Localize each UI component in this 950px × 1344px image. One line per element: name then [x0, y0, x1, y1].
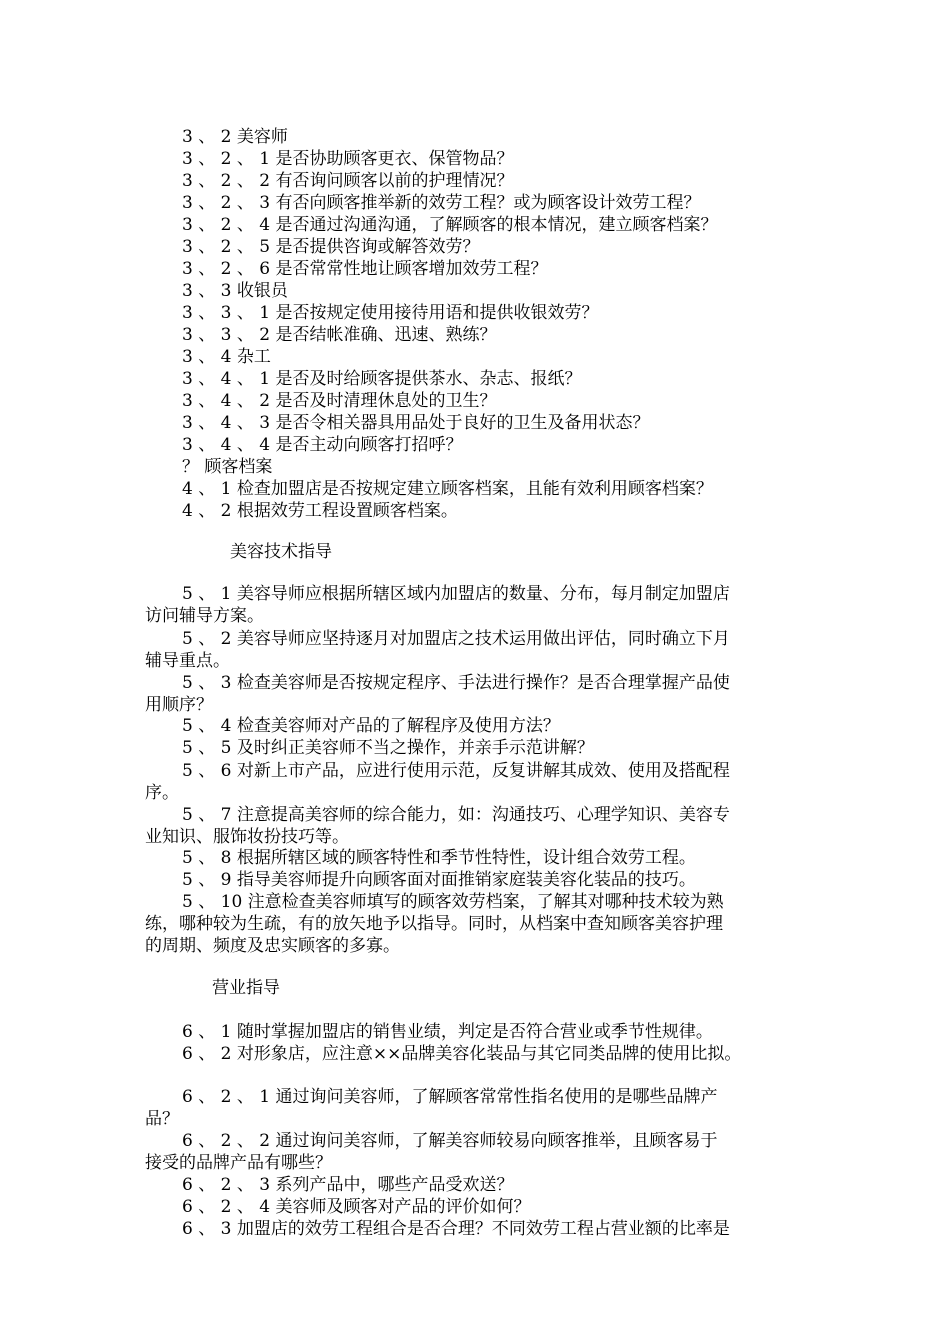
- item-3-4-2: 3 、 4 、 2 是否及时清理休息处的卫生？: [182, 391, 497, 411]
- item-5-6-cont: 序。: [145, 783, 179, 803]
- item-3-3-2: 3 、 3 、 2 是否结帐准确、迅速、熟练？: [182, 325, 497, 345]
- item-6-1: 6 、 1 随时掌握加盟店的销售业绩，判定是否符合营业或季节性规律。: [182, 1022, 713, 1042]
- item-5-6: 5 、 6 对新上市产品，应进行使用示范，反复讲解其成效、使用及搭配程: [182, 761, 730, 781]
- item-6-2: 6 、 2 对形象店，应注意××品牌美容化装品与其它同类品牌的使用比拟。: [182, 1044, 742, 1064]
- item-5-9: 5 、 9 指导美容师提升向顾客面对面推销家庭装美容化装品的技巧。: [182, 870, 696, 890]
- item-3-3-1: 3 、 3 、 1 是否按规定使用接待用语和提供收银效劳？: [182, 303, 599, 323]
- item-3-4: 3 、 4 杂工: [182, 347, 271, 367]
- item-5-1: 5 、 1 美容导师应根据所辖区域内加盟店的数量、分布，每月制定加盟店: [182, 584, 730, 604]
- item-6-2-3: 6 、 2 、 3 系列产品中，哪些产品受欢送？: [182, 1175, 514, 1195]
- item-5-7-cont: 业知识、服饰妆扮技巧等。: [145, 827, 349, 847]
- item-5-10-cont-1: 练，哪种较为生疏，有的放矢地予以指导。同时，从档案中查知顾客美容护理: [145, 914, 723, 934]
- item-5-10: 5 、 10 注意检查美容师填写的顾客效劳档案，了解其对哪种技术较为熟: [182, 892, 724, 912]
- item-6-2-2: 6 、 2 、 2 通过询问美容师，了解美容师较易向顾客推举，且顾客易于: [182, 1131, 718, 1151]
- item-5-3: 5 、 3 检查美容师是否按规定程序、手法进行操作？是否合理掌握产品使: [182, 673, 730, 693]
- item-4-1: 4 、 1 检查加盟店是否按规定建立顾客档案，且能有效利用顾客档案？: [182, 479, 713, 499]
- item-6-2-1-cont: 品？: [145, 1109, 179, 1129]
- item-3-4-4: 3 、 4 、 4 是否主动向顾客打招呼？: [182, 435, 463, 455]
- item-3-4-1: 3 、 4 、 1 是否及时给顾客提供茶水、杂志、报纸？: [182, 369, 582, 389]
- item-3-4-3: 3 、 4 、 3 是否令相关器具用品处于良好的卫生及备用状态？: [182, 413, 650, 433]
- item-6-3: 6 、 3 加盟店的效劳工程组合是否合理？不同效劳工程占营业额的比率是: [182, 1219, 730, 1239]
- item-5-4: 5 、 4 检查美容师对产品的了解程序及使用方法？: [182, 716, 560, 736]
- item-5-3-cont: 用顺序？: [145, 695, 213, 715]
- item-5-8: 5 、 8 根据所辖区域的顾客特性和季节性特性，设计组合效劳工程。: [182, 848, 696, 868]
- item-5-10-cont-2: 的周期、频度及忠实顾客的多寡。: [145, 936, 400, 956]
- item-3-2-3: 3 、 2 、 3 有否向顾客推举新的效劳工程？或为顾客设计效劳工程？: [182, 193, 701, 213]
- item-6-2-4: 6 、 2 、 4 美容师及顾客对产品的评价如何？: [182, 1197, 531, 1217]
- item-5-1-cont: 访问辅导方案。: [145, 606, 264, 626]
- item-3-2-6: 3 、 2 、 6 是否常常性地让顾客增加效劳工程？: [182, 259, 548, 279]
- section-heading-beauty-technique: 美容技术指导: [230, 542, 332, 562]
- item-6-2-1: 6 、 2 、 1 通过询问美容师，了解顾客常常性指名使用的是哪些品牌产: [182, 1087, 718, 1107]
- item-6-2-2-cont: 接受的品牌产品有哪些？: [145, 1153, 332, 1173]
- item-5-2-cont: 辅导重点。: [145, 651, 230, 671]
- item-5-7: 5 、 7 注意提高美容师的综合能力，如：沟通技巧、心理学知识、美容专: [182, 805, 730, 825]
- item-5-2: 5 、 2 美容导师应坚持逐月对加盟店之技术运用做出评估，同时确立下月: [182, 629, 730, 649]
- section-heading-sales-guidance: 营业指导: [212, 978, 280, 998]
- item-3-2-4: 3 、 2 、 4 是否通过沟通沟通，了解顾客的根本情况，建立顾客档案？: [182, 215, 718, 235]
- item-3-3: 3 、 3 收银员: [182, 281, 288, 301]
- item-3-2: 3 、 2 美容师: [182, 127, 288, 147]
- item-3-2-2: 3 、 2 、 2 有否询问顾客以前的护理情况？: [182, 171, 514, 191]
- item-3-2-1: 3 、 2 、 1 是否协助顾客更衣、保管物品？: [182, 149, 514, 169]
- item-3-2-5: 3 、 2 、 5 是否提供咨询或解答效劳？: [182, 237, 480, 257]
- item-5-5: 5 、 5 及时纠正美容师不当之操作，并亲手示范讲解？: [182, 738, 594, 758]
- section-heading-customer-records: ？ 顾客档案: [182, 457, 273, 477]
- item-4-2: 4 、 2 根据效劳工程设置顾客档案。: [182, 501, 458, 521]
